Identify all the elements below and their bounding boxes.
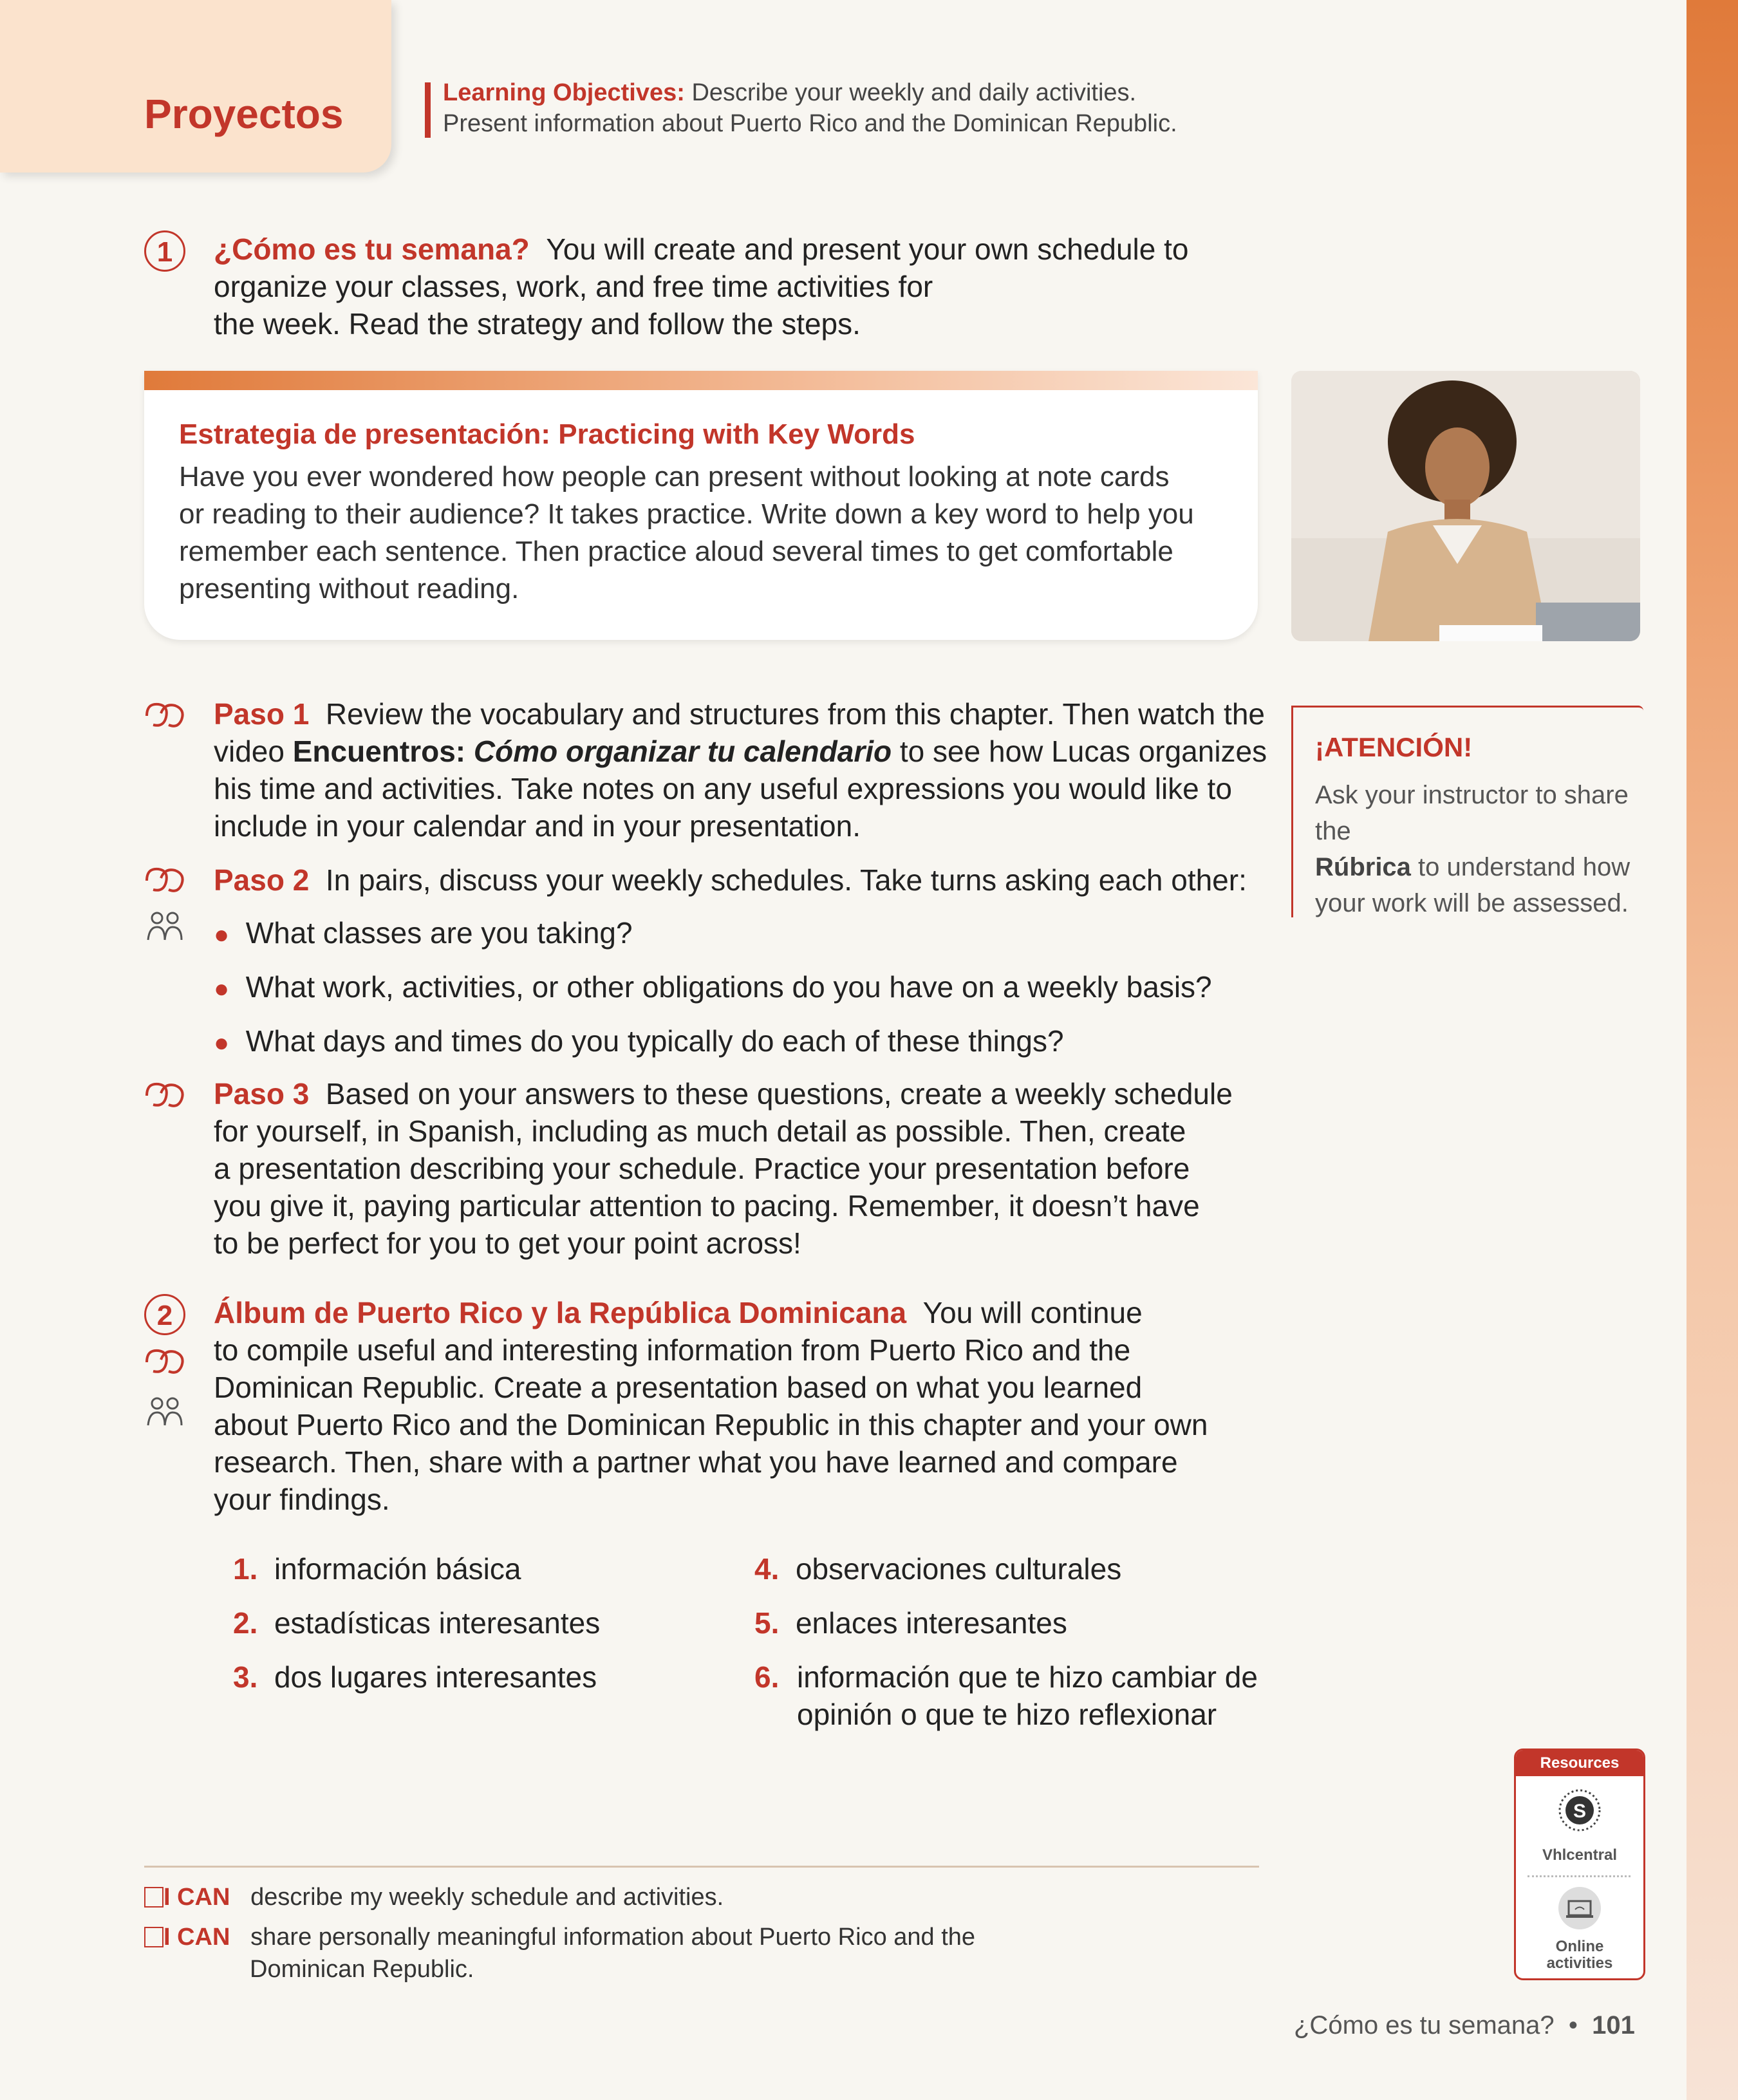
paso-1-line-2-pre: video xyxy=(214,735,293,768)
paso-1-label: Paso 1 xyxy=(214,697,310,731)
album-item-text: observaciones culturales xyxy=(795,1552,1122,1586)
objective-2: Present information about Puerto Rico and the Dominican Republic. xyxy=(443,110,1177,137)
student-photo-illustration xyxy=(1291,371,1640,641)
online-label-1[interactable]: Online xyxy=(1555,1938,1604,1955)
communication-icon xyxy=(143,1345,188,1378)
online-label-2[interactable]: activities xyxy=(1546,1955,1613,1972)
question-text: What classes are you taking? xyxy=(245,916,633,950)
album-item xyxy=(754,1658,1295,1733)
page-footer xyxy=(1294,2011,1635,2040)
strategy-body xyxy=(179,458,1235,608)
strategy-line-1: Have you ever wondered how people can present without looking at note cards xyxy=(179,461,1170,492)
vhlcentral-icon[interactable] xyxy=(1557,1788,1602,1833)
video-title-italic: Cómo organizar tu calendario xyxy=(473,735,892,768)
attention-box xyxy=(1291,706,1643,917)
album-item-text-2: opinión o que te hizo reflexionar xyxy=(797,1698,1217,1731)
paso-1 xyxy=(214,695,1276,845)
section-2-line-2: to compile useful and interesting information from Puerto Rico and the xyxy=(214,1333,1131,1367)
page-number: 101 xyxy=(1592,2011,1635,2039)
album-item-text: información básica xyxy=(274,1552,521,1586)
album-item-number: 6. xyxy=(754,1660,780,1694)
attention-line-2: to understand how xyxy=(1410,853,1631,881)
paso-3-line-1: Based on your answers to these questions, create a weekly schedule xyxy=(325,1077,1233,1111)
page-title: Proyectos xyxy=(144,91,344,137)
strategy-line-4: presenting without reading. xyxy=(179,573,519,605)
paso-3-line-3: a presentation describing your schedule. Practice your presentation before xyxy=(214,1152,1190,1185)
paso-3 xyxy=(214,1075,1282,1262)
i-can-divider xyxy=(144,1866,1259,1868)
paso-2-label: Paso 2 xyxy=(214,863,310,897)
video-title-bold: Encuentros: xyxy=(292,735,474,768)
objectives-divider xyxy=(425,82,431,138)
communication-icon xyxy=(143,699,188,731)
i-can-label: I CAN xyxy=(164,1884,230,1911)
online-activities-icon[interactable] xyxy=(1556,1886,1603,1931)
album-item xyxy=(754,1604,1295,1658)
album-item-text: información que te hizo cambiar de xyxy=(797,1660,1258,1694)
album-item xyxy=(233,1658,722,1712)
question-text: What days and times do you typically do each of these things? xyxy=(245,1024,1064,1058)
i-can-text: describe my weekly schedule and activities. xyxy=(250,1884,724,1911)
side-gradient-bar xyxy=(1687,0,1738,2100)
album-item-number: 4. xyxy=(754,1552,780,1586)
pair-work-icon xyxy=(145,908,184,944)
album-item xyxy=(754,1550,1295,1604)
attention-title: ¡ATENCIÓN! xyxy=(1315,732,1473,762)
svg-text:S: S xyxy=(1573,1801,1587,1822)
section-2-line-3: Dominican Republic. Create a presentation based on what you learned xyxy=(214,1371,1143,1404)
question-text: What work, activities, or other obligations do you have on a weekly basis? xyxy=(245,970,1212,1004)
section-1-line-2: organize your classes, work, and free time activities for xyxy=(214,270,933,303)
resources-header: Resources xyxy=(1516,1750,1643,1776)
attention-rubrica: Rúbrica xyxy=(1315,853,1411,881)
album-item xyxy=(233,1604,722,1658)
section-2-number: 2 xyxy=(144,1294,185,1335)
checkbox-icon[interactable] xyxy=(144,1927,164,1947)
album-item-number: 5. xyxy=(754,1606,780,1640)
partner-icon xyxy=(145,1393,184,1429)
strategy-title: Estrategia de presentación: Practicing with Key Words xyxy=(179,418,915,450)
resources-box xyxy=(1514,1748,1645,1980)
section-2-line-1: You will continue xyxy=(922,1296,1143,1329)
album-item-text: dos lugares interesantes xyxy=(274,1660,597,1694)
i-can-text-2: Dominican Republic. xyxy=(250,1956,474,1983)
paso-2-intro: In pairs, discuss your weekly schedules. Take turns asking each other: xyxy=(325,863,1247,897)
album-item-number: 1. xyxy=(233,1552,258,1586)
i-can-text: share personally meaningful information about Puerto Rico and the xyxy=(250,1924,976,1951)
paso-2 xyxy=(214,861,1282,899)
bullet-icon: ● xyxy=(214,921,230,949)
album-item-text: enlaces interesantes xyxy=(795,1606,1067,1640)
section-1-title: ¿Cómo es tu semana? xyxy=(214,232,530,266)
album-item xyxy=(233,1550,722,1604)
attention-body xyxy=(1315,777,1637,921)
paso-1-line-2-post: to see how Lucas organizes xyxy=(892,735,1267,768)
paso-3-label: Paso 3 xyxy=(214,1077,310,1111)
section-1-text xyxy=(214,230,1282,342)
section-1-number: 1 xyxy=(144,230,185,272)
question-item xyxy=(214,914,1282,968)
album-item-number: 2. xyxy=(233,1606,258,1640)
objective-1: Describe your weekly and daily activities. xyxy=(691,79,1137,106)
communication-icon xyxy=(143,1079,188,1111)
paso-3-line-2: for yourself, in Spanish, including as much detail as possible. Then, create xyxy=(214,1114,1186,1148)
section-2-line-6: your findings. xyxy=(214,1483,390,1516)
strategy-line-3: remember each sentence. Then practice aloud several times to get comfortable xyxy=(179,536,1173,567)
question-item xyxy=(214,968,1282,1022)
album-list-left xyxy=(233,1550,722,1712)
paso-1-line-1: Review the vocabulary and structures from this chapter. Then watch the xyxy=(325,697,1265,731)
paso-2-questions xyxy=(214,914,1282,1076)
learning-objectives xyxy=(443,77,1280,139)
section-2-line-4: about Puerto Rico and the Dominican Republic in this chapter and your own xyxy=(214,1408,1208,1441)
question-item xyxy=(214,1022,1282,1076)
objectives-label: Learning Objectives: xyxy=(443,79,685,106)
attention-line-3: your work will be assessed. xyxy=(1315,889,1629,917)
section-2-title: Álbum de Puerto Rico y la República Dominicana xyxy=(214,1296,907,1329)
section-1-line-1: You will create and present your own schedule to xyxy=(546,232,1189,266)
album-item-text: estadísticas interesantes xyxy=(274,1606,601,1640)
strategy-box xyxy=(144,371,1258,640)
paso-1-line-3: his time and activities. Take notes on any useful expressions you would like to xyxy=(214,772,1232,805)
resources-divider xyxy=(1528,1875,1631,1877)
header-tab xyxy=(0,0,391,173)
i-can-label: I CAN xyxy=(164,1924,230,1951)
paso-3-line-5: to be perfect for you to get your point across! xyxy=(214,1226,801,1260)
footer-bullet: • xyxy=(1568,2011,1578,2039)
i-can-item xyxy=(144,1921,1251,1985)
checkbox-icon[interactable] xyxy=(144,1887,164,1908)
album-item-number: 3. xyxy=(233,1660,258,1694)
bullet-icon: ● xyxy=(214,1029,230,1057)
strategy-top-bar xyxy=(144,371,1258,390)
section-2-text xyxy=(214,1294,1282,1518)
i-can-item xyxy=(144,1881,1251,1913)
album-list-right xyxy=(754,1550,1295,1733)
communication-icon xyxy=(143,864,188,896)
student-photo xyxy=(1291,371,1640,641)
footer-chapter: ¿Cómo es tu semana? xyxy=(1294,2011,1555,2039)
attention-line-1: Ask your instructor to share the xyxy=(1315,781,1629,845)
paso-3-line-4: you give it, paying particular attention to pacing. Remember, it doesn’t have xyxy=(214,1189,1200,1223)
strategy-line-2: or reading to their audience? It takes practice. Write down a key word to help you xyxy=(179,498,1194,530)
section-2-line-5: research. Then, share with a partner what you have learned and compare xyxy=(214,1445,1178,1479)
vhlcentral-label[interactable]: Vhlcentral xyxy=(1542,1846,1618,1864)
bullet-icon: ● xyxy=(214,975,230,1003)
paso-1-line-4: include in your calendar and in your presentation. xyxy=(214,809,861,843)
section-1-line-3: the week. Read the strategy and follow the steps. xyxy=(214,307,861,341)
